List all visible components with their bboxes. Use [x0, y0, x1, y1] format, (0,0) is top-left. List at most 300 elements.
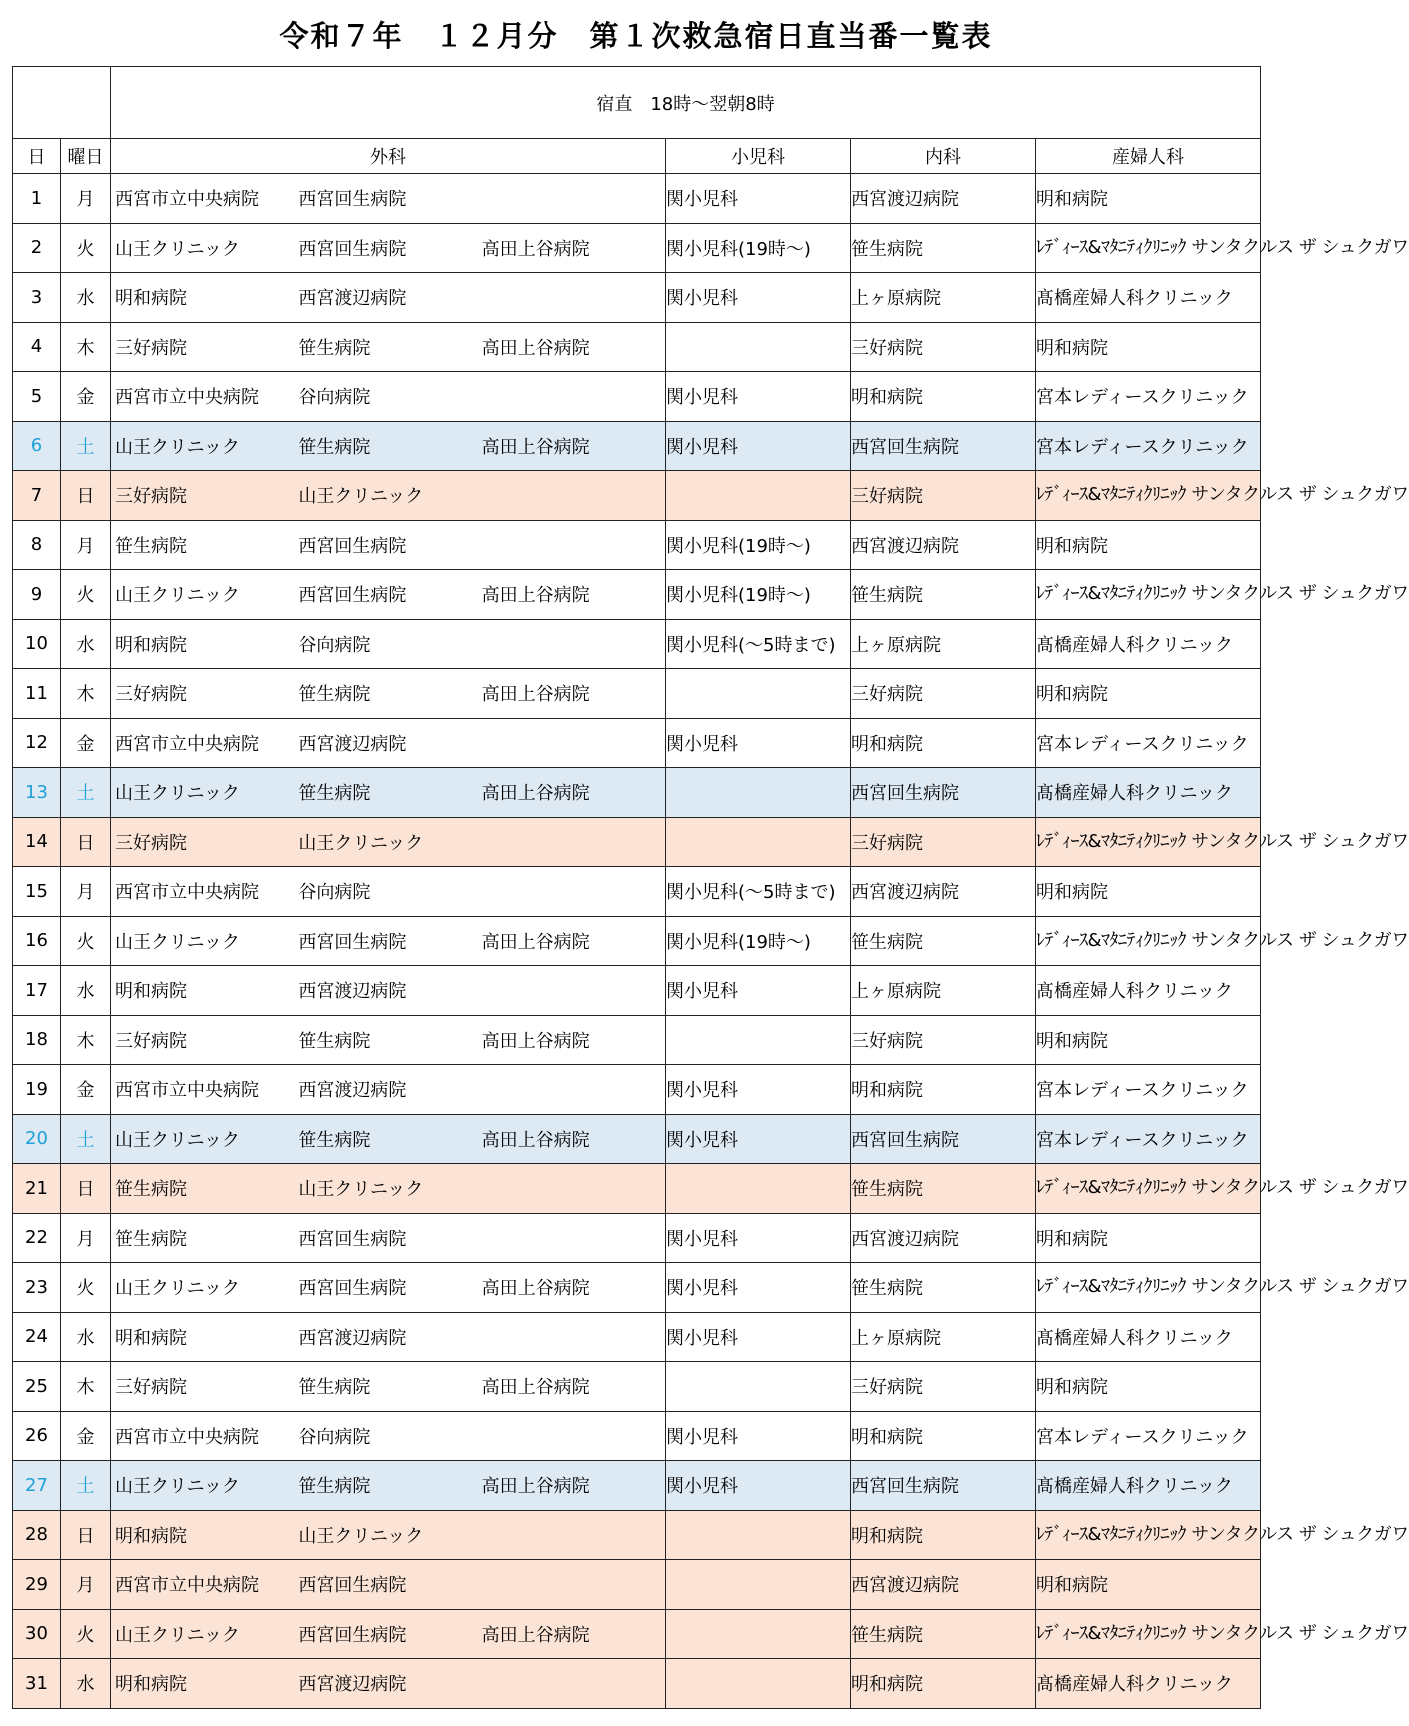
internal-cell: 三好病院: [851, 322, 1036, 372]
day-cell: 12: [13, 718, 61, 768]
day-cell: 22: [13, 1213, 61, 1263]
surgery-hospital-1: 山王クリニック: [115, 931, 240, 953]
pediatrics-cell: 関小児科: [666, 1461, 851, 1511]
surgery-cell: [111, 1461, 666, 1511]
surgery-cell: [111, 372, 666, 422]
surgery-cell: [111, 421, 666, 471]
night-duty-hours: 宿直 18時～翌朝8時: [111, 67, 1261, 139]
surgery-cell: [111, 1659, 666, 1709]
weekday-cell: 土: [61, 768, 111, 818]
obgyn-cell: 宮本レディースクリニック: [1036, 1114, 1261, 1164]
weekday-cell: 火: [61, 916, 111, 966]
table-row: [13, 1461, 1261, 1511]
surgery-hospital-3: 高田上谷病院: [481, 1476, 590, 1498]
weekday-cell: 月: [61, 867, 111, 917]
surgery-cell: [111, 768, 666, 818]
col-header-day: 日: [13, 139, 61, 174]
pediatrics-cell: [666, 1609, 851, 1659]
day-cell: 11: [13, 669, 61, 719]
weekday-cell: 金: [61, 372, 111, 422]
weekday-cell: 水: [61, 619, 111, 669]
day-cell: 28: [13, 1510, 61, 1560]
surgery-hospital-2: 西宮渡辺病院: [298, 981, 407, 1003]
pediatrics-cell: 関小児科: [666, 273, 851, 323]
day-cell: 6: [13, 421, 61, 471]
day-cell: 1: [13, 174, 61, 224]
surgery-hospital-1: 笹生病院: [115, 1179, 187, 1201]
obgyn-cell: 髙橋産婦人科クリニック: [1036, 619, 1261, 669]
obgyn-cell: 宮本レディースクリニック: [1036, 1065, 1261, 1115]
pediatrics-cell: 関小児科: [666, 718, 851, 768]
surgery-hospital-3: [482, 878, 665, 904]
surgery-cell: [111, 1312, 666, 1362]
surgery-hospital-1: 西宮市立中央病院: [115, 189, 259, 211]
table-row: [13, 619, 1261, 669]
internal-cell: 西宮渡辺病院: [851, 867, 1036, 917]
surgery-hospital-1: 山王クリニック: [115, 1624, 240, 1646]
weekday-cell: 火: [61, 1263, 111, 1313]
surgery-hospital-2: 山王クリニック: [298, 1525, 424, 1547]
pediatrics-cell: [666, 1510, 851, 1560]
surgery-hospital-3: [482, 1225, 665, 1251]
weekday-cell: 金: [61, 1065, 111, 1115]
day-cell: 24: [13, 1312, 61, 1362]
obgyn-cell: ﾚﾃﾞｨｰｽ&ﾏﾀﾆﾃｨｸﾘﾆｯｸ サンタクルス ザ シュクガワ: [1036, 1510, 1261, 1560]
surgery-hospital-2: 山王クリニック: [298, 486, 424, 508]
surgery-hospital-1: 山王クリニック: [115, 1129, 240, 1151]
obgyn-cell: 明和病院: [1036, 322, 1261, 372]
weekday-cell: 金: [61, 1411, 111, 1461]
surgery-hospital-2: 西宮回生病院: [298, 1575, 407, 1597]
internal-cell: 笹生病院: [851, 223, 1036, 273]
pediatrics-cell: 関小児科(～5時まで): [666, 867, 851, 917]
surgery-hospital-2: 谷向病院: [298, 634, 371, 656]
surgery-cell: [111, 520, 666, 570]
surgery-hospital-3: 高田上谷病院: [481, 1129, 590, 1151]
surgery-cell: [111, 1164, 666, 1214]
pediatrics-cell: [666, 1659, 851, 1709]
surgery-cell: [111, 817, 666, 867]
surgery-cell: [111, 322, 666, 372]
surgery-hospital-2: 西宮回生病院: [298, 238, 407, 260]
weekday-cell: 火: [61, 223, 111, 273]
pediatrics-cell: 関小児科: [666, 372, 851, 422]
table-row: [13, 1114, 1261, 1164]
table-row: [13, 223, 1261, 273]
surgery-hospital-3: 高田上谷病院: [481, 1624, 590, 1646]
internal-cell: 明和病院: [851, 718, 1036, 768]
table-row: [13, 1164, 1261, 1214]
surgery-hospital-3: [482, 284, 665, 310]
surgery-hospital-1: 明和病院: [115, 288, 187, 310]
obgyn-cell: 髙橋産婦人科クリニック: [1036, 966, 1261, 1016]
table-row: [13, 1312, 1261, 1362]
surgery-cell: [111, 1560, 666, 1610]
surgery-hospital-2: 笹生病院: [298, 783, 371, 805]
table-row: [13, 1510, 1261, 1560]
obgyn-cell: 髙橋産婦人科クリニック: [1036, 1312, 1261, 1362]
weekday-cell: 木: [61, 1362, 111, 1412]
weekday-cell: 木: [61, 669, 111, 719]
internal-cell: 上ヶ原病院: [851, 966, 1036, 1016]
surgery-hospital-1: 三好病院: [115, 1377, 187, 1399]
table-row: [13, 669, 1261, 719]
surgery-hospital-1: 笹生病院: [115, 1228, 187, 1250]
surgery-hospital-1: 西宮市立中央病院: [115, 1080, 259, 1102]
weekday-cell: 日: [61, 817, 111, 867]
table-row: [13, 421, 1261, 471]
weekday-cell: 水: [61, 966, 111, 1016]
surgery-hospital-3: [482, 1324, 665, 1350]
obgyn-cell: 明和病院: [1036, 867, 1261, 917]
surgery-hospital-1: 山王クリニック: [115, 585, 240, 607]
weekday-cell: 土: [61, 421, 111, 471]
surgery-hospital-1: 三好病院: [115, 486, 187, 508]
surgery-hospital-2: 西宮渡辺病院: [298, 1327, 407, 1349]
surgery-hospital-3: 高田上谷病院: [481, 684, 590, 706]
duty-schedule-table: [12, 66, 1409, 1709]
surgery-cell: [111, 1609, 666, 1659]
pediatrics-cell: 関小児科: [666, 1114, 851, 1164]
surgery-hospital-3: [482, 1175, 665, 1201]
day-cell: 7: [13, 471, 61, 521]
internal-cell: 明和病院: [851, 1065, 1036, 1115]
col-header-obgyn: 産婦人科: [1036, 139, 1261, 174]
surgery-hospital-2: 山王クリニック: [298, 1179, 424, 1201]
internal-cell: 笹生病院: [851, 916, 1036, 966]
surgery-hospital-2: 山王クリニック: [298, 832, 424, 854]
day-cell: 31: [13, 1659, 61, 1709]
pediatrics-cell: 関小児科(19時～): [666, 570, 851, 620]
day-cell: 25: [13, 1362, 61, 1412]
surgery-hospital-2: 西宮渡辺病院: [298, 288, 407, 310]
surgery-hospital-3: 高田上谷病院: [481, 337, 590, 359]
table-row: [13, 1609, 1261, 1659]
day-cell: 20: [13, 1114, 61, 1164]
day-cell: 23: [13, 1263, 61, 1313]
surgery-hospital-2: 西宮回生病院: [298, 1228, 407, 1250]
surgery-hospital-2: 西宮回生病院: [298, 189, 407, 211]
day-cell: 19: [13, 1065, 61, 1115]
internal-cell: 上ヶ原病院: [851, 1312, 1036, 1362]
obgyn-cell: 明和病院: [1036, 1213, 1261, 1263]
obgyn-cell: ﾚﾃﾞｨｰｽ&ﾏﾀﾆﾃｨｸﾘﾆｯｸ サンタクルス ザ シュクガワ: [1036, 1263, 1261, 1313]
internal-cell: 三好病院: [851, 1362, 1036, 1412]
surgery-hospital-1: 三好病院: [115, 684, 187, 706]
pediatrics-cell: 関小児科: [666, 966, 851, 1016]
surgery-cell: [111, 1213, 666, 1263]
surgery-hospital-2: 西宮回生病院: [298, 1278, 407, 1300]
day-cell: 30: [13, 1609, 61, 1659]
pediatrics-cell: 関小児科: [666, 421, 851, 471]
weekday-cell: 月: [61, 1213, 111, 1263]
table-row: [13, 966, 1261, 1016]
surgery-hospital-1: 山王クリニック: [115, 238, 240, 260]
surgery-cell: [111, 1114, 666, 1164]
internal-cell: 明和病院: [851, 1411, 1036, 1461]
surgery-hospital-3: 高田上谷病院: [481, 783, 590, 805]
surgery-hospital-3: 高田上谷病院: [481, 436, 590, 458]
weekday-cell: 火: [61, 570, 111, 620]
obgyn-cell: 宮本レディースクリニック: [1036, 421, 1261, 471]
surgery-hospital-3: [482, 185, 665, 211]
day-cell: 17: [13, 966, 61, 1016]
table-row: [13, 1213, 1261, 1263]
weekday-cell: 月: [61, 520, 111, 570]
obgyn-cell: ﾚﾃﾞｨｰｽ&ﾏﾀﾆﾃｨｸﾘﾆｯｸ サンタクルス ザ シュクガワ: [1036, 1609, 1261, 1659]
table-row: [13, 1015, 1261, 1065]
obgyn-cell: 明和病院: [1036, 520, 1261, 570]
surgery-hospital-1: 西宮市立中央病院: [115, 1575, 259, 1597]
table-row: [13, 520, 1261, 570]
surgery-hospital-3: 高田上谷病院: [481, 1278, 590, 1300]
internal-cell: 三好病院: [851, 669, 1036, 719]
table-row: [13, 916, 1261, 966]
day-cell: 18: [13, 1015, 61, 1065]
pediatrics-cell: 関小児科: [666, 1065, 851, 1115]
weekday-cell: 水: [61, 273, 111, 323]
surgery-hospital-3: [482, 482, 665, 508]
weekday-cell: 月: [61, 174, 111, 224]
internal-cell: 明和病院: [851, 1659, 1036, 1709]
table-row: [13, 372, 1261, 422]
obgyn-cell: 明和病院: [1036, 1362, 1261, 1412]
table-row: [13, 817, 1261, 867]
day-cell: 16: [13, 916, 61, 966]
pediatrics-cell: 関小児科(19時～): [666, 520, 851, 570]
pediatrics-cell: 関小児科(19時～): [666, 223, 851, 273]
surgery-hospital-3: [482, 730, 665, 756]
table-row: [13, 570, 1261, 620]
day-cell: 27: [13, 1461, 61, 1511]
obgyn-cell: 明和病院: [1036, 1560, 1261, 1610]
surgery-hospital-3: 高田上谷病院: [481, 1377, 590, 1399]
day-cell: 2: [13, 223, 61, 273]
surgery-cell: [111, 916, 666, 966]
pediatrics-cell: [666, 1362, 851, 1412]
surgery-cell: [111, 966, 666, 1016]
pediatrics-cell: 関小児科(19時～): [666, 916, 851, 966]
surgery-hospital-3: 高田上谷病院: [481, 585, 590, 607]
surgery-cell: [111, 867, 666, 917]
internal-cell: 明和病院: [851, 372, 1036, 422]
internal-cell: 三好病院: [851, 1015, 1036, 1065]
internal-cell: 西宮回生病院: [851, 1114, 1036, 1164]
pediatrics-cell: [666, 1015, 851, 1065]
surgery-hospital-1: 笹生病院: [115, 535, 187, 557]
surgery-hospital-2: 笹生病院: [298, 1377, 371, 1399]
surgery-hospital-3: [482, 977, 665, 1003]
page-title: 令和７年 １２月分 第１次救急宿日直当番一覧表: [279, 19, 993, 53]
weekday-cell: 月: [61, 1560, 111, 1610]
internal-cell: 西宮回生病院: [851, 768, 1036, 818]
pediatrics-cell: 関小児科: [666, 1263, 851, 1313]
col-header-pediatrics: 小児科: [666, 139, 851, 174]
day-cell: 29: [13, 1560, 61, 1610]
surgery-hospital-3: [482, 631, 665, 657]
obgyn-cell: ﾚﾃﾞｨｰｽ&ﾏﾀﾆﾃｨｸﾘﾆｯｸ サンタクルス ザ シュクガワ: [1036, 223, 1261, 273]
surgery-cell: [111, 1065, 666, 1115]
day-cell: 13: [13, 768, 61, 818]
surgery-hospital-3: [482, 1571, 665, 1597]
surgery-hospital-1: 山王クリニック: [115, 1278, 240, 1300]
surgery-cell: [111, 1362, 666, 1412]
weekday-cell: 日: [61, 1510, 111, 1560]
table-row: [13, 1263, 1261, 1313]
surgery-cell: [111, 570, 666, 620]
surgery-hospital-1: 三好病院: [115, 1030, 187, 1052]
day-cell: 5: [13, 372, 61, 422]
table-row: [13, 867, 1261, 917]
day-cell: 21: [13, 1164, 61, 1214]
surgery-hospital-1: 西宮市立中央病院: [115, 1426, 259, 1448]
surgery-hospital-1: 明和病院: [115, 981, 187, 1003]
surgery-hospital-1: 三好病院: [115, 832, 187, 854]
surgery-hospital-2: 谷向病院: [298, 1426, 371, 1448]
surgery-hospital-3: 高田上谷病院: [481, 931, 590, 953]
surgery-hospital-3: 高田上谷病院: [481, 238, 590, 260]
surgery-cell: [111, 619, 666, 669]
surgery-hospital-3: [482, 1670, 665, 1696]
surgery-hospital-1: 三好病院: [115, 337, 187, 359]
surgery-hospital-1: 山王クリニック: [115, 783, 240, 805]
obgyn-cell: 明和病院: [1036, 174, 1261, 224]
surgery-hospital-2: 笹生病院: [298, 436, 371, 458]
surgery-cell: [111, 1015, 666, 1065]
col-header-surgery: 外科: [111, 139, 666, 174]
surgery-hospital-1: 西宮市立中央病院: [115, 387, 259, 409]
weekday-cell: 火: [61, 1609, 111, 1659]
surgery-hospital-1: 明和病院: [115, 1327, 187, 1349]
day-cell: 8: [13, 520, 61, 570]
header-blank-cell: [13, 67, 111, 139]
surgery-hospital-2: 笹生病院: [298, 1129, 371, 1151]
pediatrics-cell: 関小児科: [666, 1312, 851, 1362]
obgyn-cell: 宮本レディースクリニック: [1036, 718, 1261, 768]
weekday-cell: 日: [61, 1164, 111, 1214]
surgery-cell: [111, 174, 666, 224]
day-cell: 4: [13, 322, 61, 372]
day-cell: 15: [13, 867, 61, 917]
internal-cell: 西宮渡辺病院: [851, 174, 1036, 224]
surgery-hospital-1: 西宮市立中央病院: [115, 882, 259, 904]
surgery-hospital-2: 西宮回生病院: [298, 535, 407, 557]
obgyn-cell: 宮本レディースクリニック: [1036, 372, 1261, 422]
surgery-hospital-2: 西宮回生病院: [298, 931, 407, 953]
surgery-hospital-2: 笹生病院: [298, 1476, 371, 1498]
obgyn-cell: ﾚﾃﾞｨｰｽ&ﾏﾀﾆﾃｨｸﾘﾆｯｸ サンタクルス ザ シュクガワ: [1036, 817, 1261, 867]
surgery-hospital-2: 西宮回生病院: [298, 1624, 407, 1646]
table-row: [13, 718, 1261, 768]
surgery-hospital-2: 笹生病院: [298, 337, 371, 359]
table-row: [13, 273, 1261, 323]
surgery-hospital-2: 笹生病院: [298, 684, 371, 706]
surgery-hospital-1: 山王クリニック: [115, 1476, 240, 1498]
surgery-hospital-1: 明和病院: [115, 1674, 187, 1696]
surgery-hospital-1: 明和病院: [115, 634, 187, 656]
pediatrics-cell: 関小児科(～5時まで): [666, 619, 851, 669]
surgery-cell: [111, 1510, 666, 1560]
day-cell: 9: [13, 570, 61, 620]
table-row: [13, 1065, 1261, 1115]
table-row: [13, 471, 1261, 521]
internal-cell: 西宮回生病院: [851, 421, 1036, 471]
internal-cell: 三好病院: [851, 471, 1036, 521]
table-row: [13, 174, 1261, 224]
weekday-cell: 水: [61, 1659, 111, 1709]
col-header-internal: 内科: [851, 139, 1036, 174]
pediatrics-cell: [666, 471, 851, 521]
internal-cell: 西宮回生病院: [851, 1461, 1036, 1511]
obgyn-cell: ﾚﾃﾞｨｰｽ&ﾏﾀﾆﾃｨｸﾘﾆｯｸ サンタクルス ザ シュクガワ: [1036, 1164, 1261, 1214]
surgery-hospital-3: [482, 1522, 665, 1548]
obgyn-cell: 髙橋産婦人科クリニック: [1036, 273, 1261, 323]
surgery-hospital-3: [482, 383, 665, 409]
surgery-hospital-1: 西宮市立中央病院: [115, 733, 259, 755]
surgery-hospital-2: 谷向病院: [298, 387, 371, 409]
pediatrics-cell: [666, 817, 851, 867]
internal-cell: 三好病院: [851, 817, 1036, 867]
pediatrics-cell: 関小児科: [666, 174, 851, 224]
table-row: [13, 1411, 1261, 1461]
obgyn-cell: 髙橋産婦人科クリニック: [1036, 1659, 1261, 1709]
obgyn-cell: ﾚﾃﾞｨｰｽ&ﾏﾀﾆﾃｨｸﾘﾆｯｸ サンタクルス ザ シュクガワ: [1036, 471, 1261, 521]
internal-cell: 笹生病院: [851, 1609, 1036, 1659]
table-row: [13, 322, 1261, 372]
internal-cell: 笹生病院: [851, 1164, 1036, 1214]
obgyn-cell: 明和病院: [1036, 669, 1261, 719]
day-cell: 14: [13, 817, 61, 867]
internal-cell: 上ヶ原病院: [851, 273, 1036, 323]
pediatrics-cell: [666, 1560, 851, 1610]
internal-cell: 西宮渡辺病院: [851, 520, 1036, 570]
surgery-cell: [111, 1411, 666, 1461]
surgery-hospital-2: 西宮渡辺病院: [298, 1674, 407, 1696]
surgery-hospital-2: 谷向病院: [298, 882, 371, 904]
surgery-cell: [111, 718, 666, 768]
surgery-hospital-3: [482, 829, 665, 855]
pediatrics-cell: 関小児科: [666, 1411, 851, 1461]
internal-cell: 笹生病院: [851, 570, 1036, 620]
weekday-cell: 水: [61, 1312, 111, 1362]
weekday-cell: 木: [61, 1015, 111, 1065]
pediatrics-cell: [666, 322, 851, 372]
weekday-cell: 日: [61, 471, 111, 521]
day-cell: 26: [13, 1411, 61, 1461]
pediatrics-cell: [666, 768, 851, 818]
surgery-cell: [111, 223, 666, 273]
internal-cell: 笹生病院: [851, 1263, 1036, 1313]
col-header-weekday: 曜日: [61, 139, 111, 174]
obgyn-cell: 明和病院: [1036, 1015, 1261, 1065]
weekday-cell: 金: [61, 718, 111, 768]
table-row: [13, 1659, 1261, 1709]
surgery-hospital-2: 笹生病院: [298, 1030, 371, 1052]
weekday-cell: 土: [61, 1461, 111, 1511]
surgery-cell: [111, 471, 666, 521]
day-cell: 3: [13, 273, 61, 323]
internal-cell: 明和病院: [851, 1510, 1036, 1560]
surgery-cell: [111, 669, 666, 719]
surgery-hospital-1: 山王クリニック: [115, 436, 240, 458]
surgery-hospital-3: [482, 532, 665, 558]
internal-cell: 西宮渡辺病院: [851, 1213, 1036, 1263]
weekday-cell: 土: [61, 1114, 111, 1164]
surgery-hospital-3: 高田上谷病院: [481, 1030, 590, 1052]
table-row: [13, 1362, 1261, 1412]
table-row: [13, 1560, 1261, 1610]
surgery-hospital-2: 西宮渡辺病院: [298, 1080, 407, 1102]
